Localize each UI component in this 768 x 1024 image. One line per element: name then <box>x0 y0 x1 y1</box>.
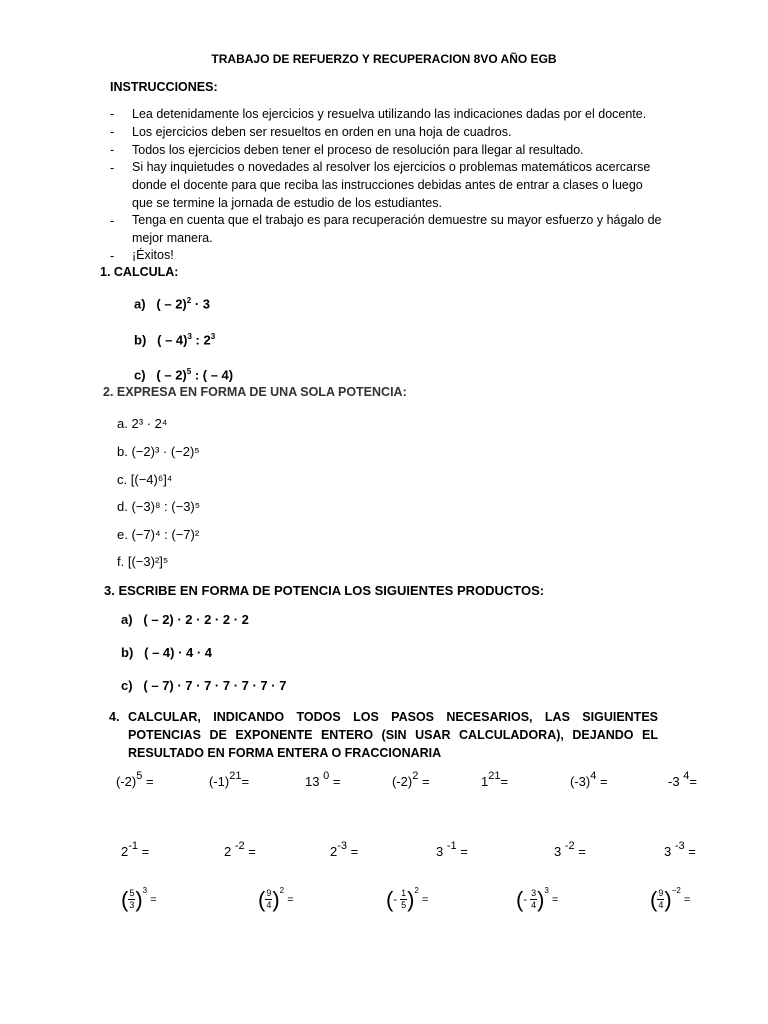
bullet-6: - <box>110 249 115 263</box>
section2-item-c: c. [(−4)⁶]⁴ <box>117 472 173 487</box>
power-expression: $(-1)^{21}=$ <box>209 770 250 789</box>
section2-item-a: a. 2³ · 2⁴ <box>117 416 168 431</box>
section2-heading: 2. EXPRESA EN FORMA DE UNA SOLA POTENCIA: <box>103 385 407 399</box>
section3-heading: 3. ESCRIBE EN FORMA DE POTENCIA LOS SIGUIENTES PRODUCTOS: <box>104 583 545 598</box>
instruction-4: Si hay inquietudes o novedades al resolver los ejercicios o problemas matemáticos acercarse donde el docente para que reciba las instrucciones debidas antes de entrar a clases o luego que se termine la jornada de estudio de los estudiantes. <box>132 160 651 210</box>
fraction-power: ( 9 4 ) −2 = <box>650 886 691 912</box>
section4-number: 4. <box>109 710 120 724</box>
instruction-5: Tenga en cuenta que el trabajo es para recuperación demuestre su mayor esfuerzo y hágalo de mejor manera. <box>132 213 662 245</box>
power-expression: $(-2)^5$ = <box>116 770 154 789</box>
bullet-3: - <box>110 143 115 157</box>
instruction-6: ¡Éxitos! <box>132 248 174 262</box>
power-expression: $2^{-1}$ = <box>121 840 150 859</box>
power-expression: $(-2)^2$ = <box>392 770 430 789</box>
instructions-heading: INSTRUCCIONES: <box>110 80 218 94</box>
fraction-power: ( 5 3 ) 3 = <box>121 886 157 912</box>
section2-item-b: b. (−2)³ · (−2)⁵ <box>117 444 200 459</box>
power-expression: $1^{21}=$ <box>481 770 509 789</box>
bullet-5: - <box>110 214 115 228</box>
fraction-power: ( - 1 5 ) 2 = <box>386 886 429 912</box>
section3-item-a: a) ( – 2) · 2 · 2 · 2 · 2 <box>121 612 249 627</box>
power-expression: 3 $^{-1}$ = <box>436 840 468 859</box>
fraction-power: ( 9 4 ) 2 = <box>258 886 294 912</box>
section4-heading: CALCULAR, INDICANDO TODOS LOS PASOS NECESARIOS, LAS SIGUIENTES POTENCIAS DE EXPONENTE ENTERO (SIN USAR CALCULADORA), DEJANDO EL RESULTADO EN FORMA ENTERA O FRACCIONARIA <box>128 710 658 760</box>
section3-item-b: b) ( – 4) · 4 · 4 <box>121 645 213 660</box>
instruction-2: Los ejercicios deben ser resueltos en orden en una hoja de cuadros. <box>132 125 512 139</box>
power-expression: $(-3)^4$ = <box>570 770 608 789</box>
power-expression: $2^{-3}$ = <box>330 840 359 859</box>
section2-item-e: e. (−7)⁴ : (−7)² <box>117 527 200 542</box>
section2-item-f: f. [(−3)²]⁵ <box>117 554 169 569</box>
instruction-3: Todos los ejercicios deben tener el proceso de resolución para llegar al resultado. <box>132 143 584 157</box>
power-expression: 2 $^{-2}$ = <box>224 840 256 859</box>
fraction-power: ( - 3 4 ) 3 = <box>516 886 559 912</box>
section2-item-d: d. (−3)⁸ : (−3)⁵ <box>117 499 201 514</box>
power-expression: 3 $^{-2}$ = <box>554 840 586 859</box>
bullet-2: - <box>110 125 115 139</box>
power-expression: 13 $^0$ = <box>305 770 341 789</box>
page-title: TRABAJO DE REFUERZO Y RECUPERACION 8VO AÑO EGB <box>211 52 557 66</box>
bullet-4: - <box>110 161 115 175</box>
section1-item-a: a) ( – 2)$^2$ · 3 <box>134 296 210 312</box>
power-expression: 3 $^{-3}$ = <box>664 840 696 859</box>
section3-item-c: c) ( – 7) · 7 · 7 · 7 · 7 · 7 · 7 <box>121 678 287 693</box>
bullet-1: - <box>110 107 115 121</box>
power-expression: -3 $^4$= <box>668 770 697 789</box>
section1-item-c: c) ( – 2)$^5$ : ( – 4) <box>134 367 234 383</box>
instruction-1: Lea detenidamente los ejercicios y resuelva utilizando las indicaciones dadas por el docente. <box>132 107 647 121</box>
section1-item-b: b) ( – 4)$^3$ : $2^3$ <box>134 332 216 348</box>
section1-heading: 1. CALCULA: <box>100 265 179 279</box>
